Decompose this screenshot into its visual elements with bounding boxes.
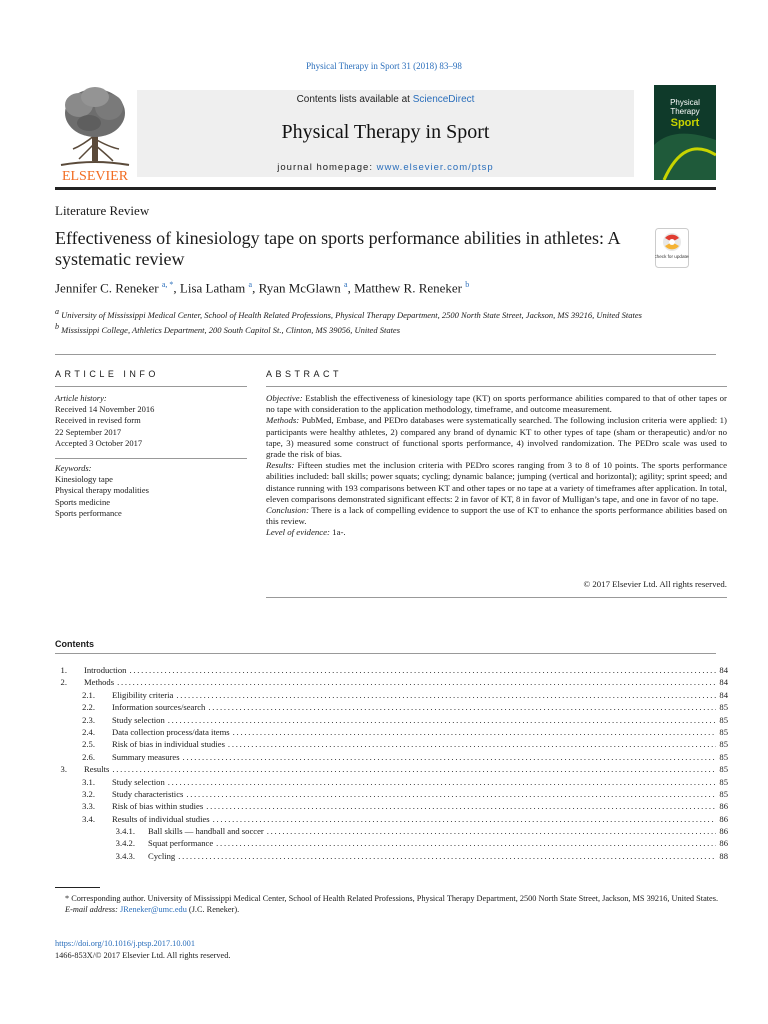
- abstract-results: Results: Fifteen studies met the inclusion criteria with PEDro scores ranging from 3 to 8 of 10 points. The sports performance abilities included: ball skills; power squats; cycling; dynamic balance; jumping (vertical and horizontal); agility; sprint speed; and distance running with 193 comparisons between KT and other tapes or no tape at a variety of timeframes after application. In total, eleven comparisons demonstrated significant effects: 2 in favor of KT, 8 in favor of Mulligan’s tape, and one in favor of no tape.: [266, 460, 727, 504]
- toc-entry-page: 85: [719, 788, 728, 799]
- abstract-divider: [266, 386, 727, 387]
- journal-title: Physical Therapy in Sport: [281, 121, 490, 143]
- keyword-item[interactable]: Kinesiology tape: [55, 474, 113, 485]
- abstract-level-of-evidence: Level of evidence: 1a-.: [266, 527, 346, 538]
- toc-entry-page: 86: [719, 813, 728, 824]
- contents-available-line: Contents lists available at ScienceDirect: [296, 94, 475, 105]
- footnote-text: * Corresponding author. University of Mississippi Medical Center, School of Health Related Professions, Physical Therapy Department, 2500 North State Street, Jackson, MS 39216, United States.: [65, 894, 719, 903]
- toc-entry-label[interactable]: Study selection: [112, 714, 165, 725]
- toc-entry-page: 84: [719, 677, 728, 688]
- toc-entry-number: 2.3.: [82, 714, 95, 725]
- toc-entry-page: 85: [719, 702, 728, 713]
- toc-entry-label[interactable]: Data collection process/data items: [112, 726, 230, 737]
- toc-entry-number: 2.4.: [82, 726, 95, 737]
- table-of-contents: [55, 664, 728, 862]
- journal-header-band: [137, 90, 634, 177]
- toc-entry-label[interactable]: Methods: [84, 677, 115, 688]
- toc-leader-dots: [176, 689, 716, 701]
- toc-entry-number: 3.: [60, 764, 67, 775]
- journal-masthead: [55, 83, 716, 184]
- abstract-heading: ABSTRACT: [266, 369, 343, 379]
- toc-entry[interactable]: [55, 776, 728, 788]
- toc-entry[interactable]: [55, 676, 728, 688]
- svg-text:Check for updates: Check for updates: [655, 254, 689, 259]
- author-email-link[interactable]: JReneker@umc.edu: [120, 905, 187, 914]
- affiliation-item: b Mississippi College, Athletics Department, 200 South Capitol St., Clinton, MS 39056, United States: [55, 321, 401, 335]
- toc-entry-label[interactable]: Summary measures: [112, 751, 180, 762]
- article-info-divider: [55, 386, 247, 387]
- toc-leader-dots: [213, 813, 717, 825]
- author-affiliation-mark[interactable]: b: [465, 280, 470, 289]
- author-affiliation-mark[interactable]: a, *: [161, 280, 174, 289]
- footnote-email-line: E-mail address: JReneker@umc.edu (J.C. Reneker).: [65, 905, 240, 914]
- abstract-bottom-divider: [266, 597, 727, 598]
- sciencedirect-link[interactable]: ScienceDirect: [412, 94, 475, 105]
- elsevier-wordmark: ELSEVIER: [61, 169, 129, 184]
- toc-entry-number: 3.4.1.: [115, 826, 135, 837]
- toc-entry-label[interactable]: Study selection: [112, 776, 165, 787]
- toc-entry-label[interactable]: Introduction: [84, 665, 127, 675]
- toc-leader-dots: [168, 776, 717, 788]
- affiliation-item: a University of Mississippi Medical Center, School of Health Related Professions, Physical Therapy Department, 2500 North State Street, Jackson, MS 39216, United States: [55, 307, 642, 320]
- author-list: Jennifer C. Reneker $^{a, *}$, Lisa Latham $^a$, Ryan McGlawn $^a$, Matthew R. Reneker $^b$: [55, 280, 470, 296]
- toc-entry-label[interactable]: Information sources/search: [112, 702, 206, 713]
- toc-entry-page: 85: [719, 739, 728, 750]
- toc-entry-page: 85: [719, 764, 728, 775]
- toc-entry[interactable]: [55, 850, 728, 862]
- toc-entry-page: 84: [719, 689, 728, 700]
- author-affiliation-mark[interactable]: a: [248, 280, 253, 289]
- toc-entry-number: 3.4.2.: [115, 838, 135, 849]
- toc-entry-page: 86: [719, 838, 728, 849]
- abstract-objective: Objective: Establish the effectiveness of kinesiology tape (KT) on sports performance abilities compared to that of other tapes or no tape with consideration to the application methodology, timeframe, and outcome measurement.: [266, 393, 727, 415]
- toc-entry-number: 1.: [60, 665, 67, 675]
- keywords: [55, 463, 149, 519]
- affiliations: [55, 306, 695, 336]
- toc-entry-number: 2.2.: [82, 702, 95, 713]
- toc-entry[interactable]: [55, 763, 728, 775]
- keyword-item[interactable]: Physical therapy modalities: [55, 485, 149, 496]
- toc-leader-dots: [178, 850, 716, 862]
- history-label: Article history:: [55, 393, 107, 403]
- author-affiliation-mark[interactable]: a: [344, 280, 348, 289]
- footnote-divider: [55, 887, 100, 888]
- toc-entry[interactable]: [55, 813, 728, 825]
- toc-entry-page: 84: [719, 665, 728, 675]
- toc-leader-dots: [206, 800, 716, 812]
- toc-leader-dots: [168, 714, 717, 726]
- toc-entry-label[interactable]: Risk of bias within studies: [112, 801, 204, 812]
- keyword-item[interactable]: Sports medicine: [55, 496, 111, 507]
- toc-entry-number: 2.: [60, 677, 67, 688]
- toc-entry[interactable]: [55, 664, 728, 676]
- svg-text:Sport: Sport: [670, 117, 700, 129]
- article-title: Effectiveness of kinesiology tape on sports performance abilities in athletes: A systematic review: [55, 228, 620, 269]
- contents-divider: [55, 653, 716, 654]
- toc-entry-number: 2.1.: [82, 689, 95, 700]
- toc-entry-page: 85: [719, 726, 728, 737]
- affiliations-divider: [55, 354, 716, 355]
- svg-text:Therapy: Therapy: [670, 107, 700, 116]
- article-type: Literature Review: [55, 203, 150, 218]
- toc-entry-label[interactable]: Ball skills — handball and soccer: [148, 826, 264, 837]
- check-for-updates-badge[interactable]: [655, 228, 689, 268]
- toc-entry[interactable]: [55, 714, 728, 726]
- history-item: 22 September 2017: [55, 426, 122, 437]
- toc-entry-page: 88: [719, 850, 728, 861]
- toc-entry[interactable]: [55, 788, 728, 800]
- toc-entry-page: 85: [719, 776, 728, 787]
- toc-leader-dots: [117, 676, 716, 688]
- toc-entry-label[interactable]: Eligibility criteria: [112, 689, 174, 700]
- history-item: Received 14 November 2016: [55, 404, 155, 415]
- toc-entry[interactable]: [55, 701, 728, 713]
- toc-entry-label[interactable]: Squat performance: [148, 838, 214, 849]
- toc-entry[interactable]: [55, 825, 728, 837]
- svg-text:Physical: Physical: [670, 98, 700, 107]
- toc-entry[interactable]: [55, 726, 728, 738]
- elsevier-logo: [55, 83, 135, 184]
- toc-entry[interactable]: [55, 738, 728, 750]
- author-name[interactable]: Jennifer C. Reneker: [55, 280, 159, 296]
- toc-leader-dots: [233, 726, 717, 738]
- abstract-methods: Methods: PubMed, Embase, and PEDro databases were systematically searched. The following inclusion criteria were applied: 1) participants were healthy athletes, 2) compared any brand of dynamic KT to other types of tape (sham or therapeutic) and/or no tape, 3) measured some construct of functional sports performance, 4) involved randomization. The PEDro scale was used to grade the risk of bias.: [266, 415, 727, 460]
- toc-entry[interactable]: [55, 751, 728, 763]
- toc-leader-dots: [228, 738, 716, 750]
- keywords-divider: [55, 458, 247, 459]
- journal-cover-thumbnail[interactable]: [654, 85, 716, 180]
- toc-entry-label[interactable]: Cycling: [148, 850, 176, 861]
- issn-line: 1466-853X/© 2017 Elsevier Ltd. All rights reserved.: [55, 951, 231, 960]
- abstract-copyright: © 2017 Elsevier Ltd. All rights reserved.: [583, 579, 727, 589]
- article-info-heading: ARTICLE INFO: [55, 369, 159, 379]
- doi-link[interactable]: https://doi.org/10.1016/j.ptsp.2017.10.001: [55, 939, 195, 948]
- toc-leader-dots: [129, 664, 716, 676]
- toc-leader-dots: [208, 701, 716, 713]
- abstract-body: [266, 393, 727, 539]
- contents-heading: Contents: [55, 639, 94, 649]
- history-item: Received in revised form: [55, 415, 141, 426]
- toc-entry-label[interactable]: Results of individual studies: [112, 813, 210, 824]
- toc-leader-dots: [112, 763, 716, 775]
- toc-leader-dots: [267, 825, 717, 837]
- article-history: [55, 393, 154, 449]
- toc-entry-number: 3.4.3.: [115, 850, 135, 861]
- author-name[interactable]: Ryan McGlawn: [258, 280, 341, 296]
- toc-entry[interactable]: [55, 800, 728, 812]
- keywords-label: Keywords:: [55, 463, 92, 473]
- toc-entry-number: 3.1.: [82, 776, 95, 787]
- toc-entry-number: 3.3.: [82, 801, 95, 812]
- author-name[interactable]: Matthew R. Reneker: [354, 280, 463, 296]
- toc-leader-dots: [183, 751, 717, 763]
- author-name[interactable]: Lisa Latham: [179, 280, 246, 296]
- toc-entry-label[interactable]: Study characteristics: [112, 788, 184, 799]
- journal-citation-link[interactable]: Physical Therapy in Sport 31 (2018) 83–98: [306, 61, 462, 71]
- toc-entry[interactable]: [55, 837, 728, 849]
- toc-leader-dots: [216, 837, 716, 849]
- toc-entry-label[interactable]: Risk of bias in individual studies: [112, 739, 225, 750]
- toc-entry-page: 86: [719, 801, 728, 812]
- keyword-item[interactable]: Sports performance: [55, 507, 122, 518]
- toc-entry-number: 2.6.: [82, 751, 95, 762]
- toc-entry[interactable]: [55, 689, 728, 701]
- corresponding-author-footnote: [55, 893, 728, 915]
- toc-entry-page: 85: [719, 751, 728, 762]
- journal-homepage-line: journal homepage: www.elsevier.com/ptsp: [277, 162, 494, 173]
- toc-entry-label[interactable]: Results: [84, 764, 110, 775]
- toc-entry-number: 3.2.: [82, 788, 95, 799]
- toc-entry-page: 86: [719, 826, 728, 837]
- masthead-divider: [55, 187, 716, 190]
- toc-leader-dots: [186, 788, 716, 800]
- history-item: Accepted 3 October 2017: [55, 437, 143, 448]
- journal-homepage-link[interactable]: www.elsevier.com/ptsp: [376, 162, 494, 173]
- toc-entry-number: 3.4.: [82, 813, 95, 824]
- toc-entry-number: 2.5.: [82, 739, 95, 750]
- abstract-conclusion: Conclusion: There is a lack of compelling evidence to support the use of KT to enhance the sports performance abilities based on this review.: [266, 505, 727, 527]
- toc-entry-page: 85: [719, 714, 728, 725]
